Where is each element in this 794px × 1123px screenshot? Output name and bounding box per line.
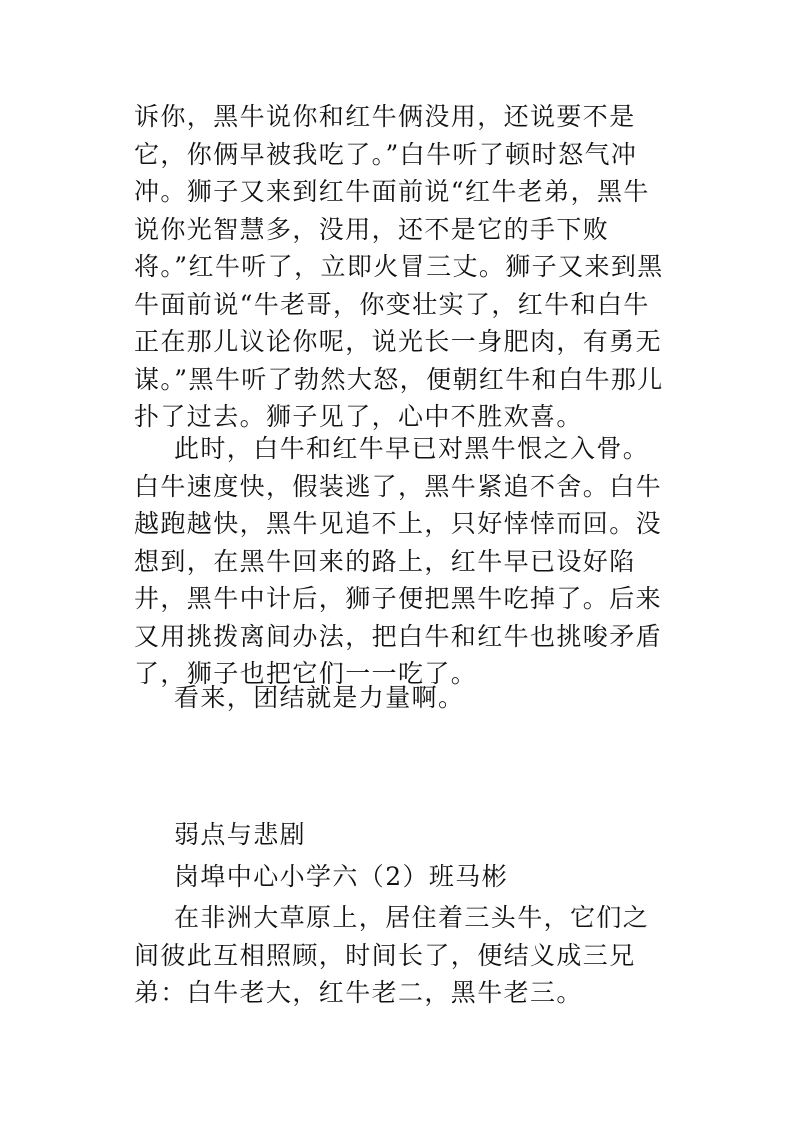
story-opening-paragraph: 在非洲大草原上，居住着三头牛，它们之间彼此互相照顾，时间长了，便结义成三兄弟：白牛老大，红牛老二，黑牛老三。 <box>134 903 650 1007</box>
story-title: 弱点与悲剧 <box>174 820 307 849</box>
author-line: 岗埠中心小学六（2）班马彬 <box>174 862 509 891</box>
story-conclusion: 看来，团结就是力量啊。 <box>174 683 465 712</box>
story-paragraph: 此时，白牛和红牛早已对黑牛恨之入骨。白牛速度快，假装逃了，黑牛紧追不舍。白牛越跑越快，黑牛见追不上，只好悻悻而回。没想到，在黑牛回来的路上，红牛早已设好陷井，黑牛中计后，狮子便把黑牛吃掉了。后来又用挑拨离间办法，把白牛和红牛也挑唆矛盾了，狮子也把它们一一吃了。 <box>134 434 663 688</box>
story-paragraph-continued: 诉你，黑牛说你和红牛俩没用，还说要不是它，你俩早被我吃了。”白牛听了顿时怒气冲冲。狮子又来到红牛面前说“红牛老弟，黑牛说你光智慧多，没用，还不是它的手下败将。”红牛听了，立即火冒三丈。狮子又来到黑牛面前说“牛老哥，你变壮实了，红牛和白牛正在那儿议论你呢，说光长一身肥肉，有勇无谋。”黑牛听了勃然大怒，便朝红牛和白牛那儿扑了过去。狮子见了，心中不胜欢喜。 <box>134 102 664 431</box>
